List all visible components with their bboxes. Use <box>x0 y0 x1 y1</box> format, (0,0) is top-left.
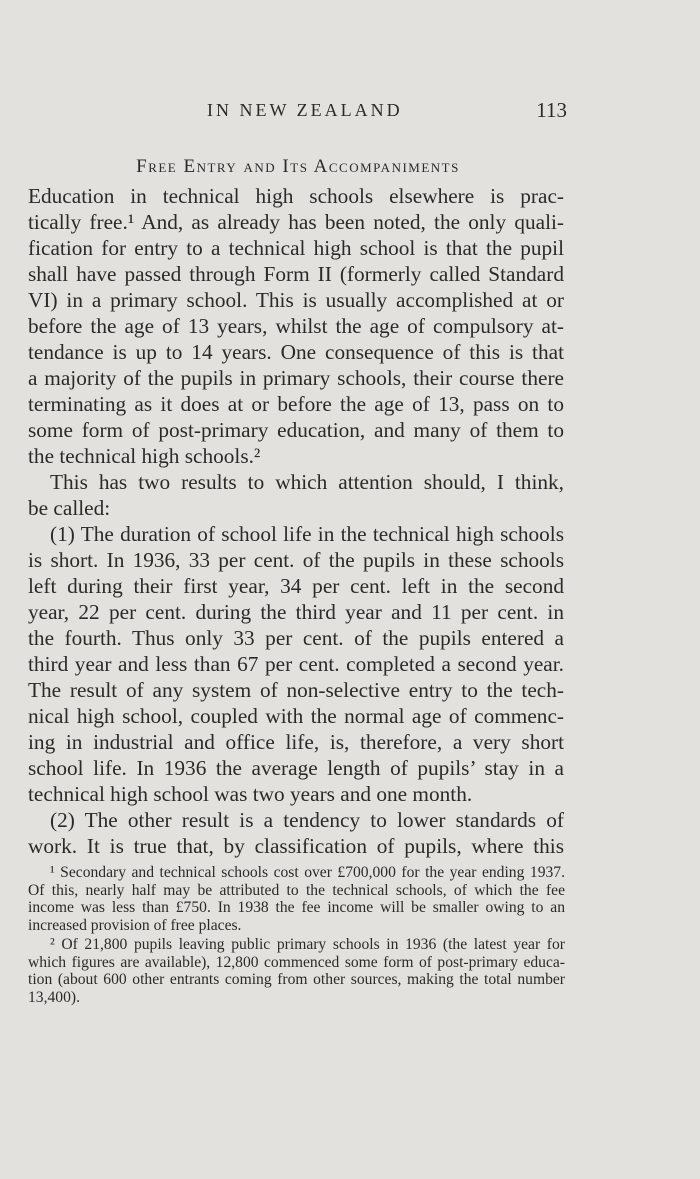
running-head <box>207 96 567 124</box>
body-line: be called: <box>28 496 111 520</box>
body-line: VI) in a primary school. This is usually accomplished at or <box>28 288 564 312</box>
body-line: (1) The duration of school life in the technical high schools <box>50 522 564 546</box>
body-line: a majority of the pupils in primary schools, their course there <box>28 366 564 390</box>
body-line: the technical high schools.² <box>28 444 261 468</box>
body-line: terminating as it does at or before the age of 13, pass on to <box>28 392 564 416</box>
body-line: school life. In 1936 the average length of pupils’ stay in a <box>28 756 564 780</box>
body-line: year, 22 per cent. during the third year and 11 per cent. in <box>28 600 564 624</box>
footnote-1 <box>28 864 565 934</box>
body-line: ing in industrial and office life, is, therefore, a very short <box>28 730 564 754</box>
body-line: fication for entry to a technical high school is that the pupil <box>28 236 564 260</box>
body-line: left during their first year, 34 per cent. left in the second <box>28 574 564 598</box>
footnote-line: 13,400). <box>28 988 80 1006</box>
body-line: shall have passed through Form II (formerly called Standard <box>28 262 564 286</box>
footnotes <box>28 864 565 1006</box>
footnote-line: ² Of 21,800 pupils leaving public primary schools in 1936 (the latest year for <box>50 936 565 953</box>
section-title: Free Entry and Its Accompaniments <box>136 156 460 177</box>
footnote-line: tion (about 600 other entrants coming from other sources, making the total number <box>28 971 565 988</box>
body-line: is short. In 1936, 33 per cent. of the pupils in these schools <box>28 548 564 572</box>
body-line: some form of post-primary education, and many of them to <box>28 418 564 442</box>
body-line: nical high school, coupled with the normal age of commenc- <box>28 704 564 728</box>
body-line: third year and less than 67 per cent. completed a second year. <box>28 652 564 676</box>
footnote-line: income was less than £750. In 1938 the fee income will be smaller owing to an <box>28 899 565 916</box>
body-line: tendance is up to 14 years. One consequence of this is that <box>28 340 564 364</box>
body-line: work. It is true that, by classification of pupils, where this <box>28 834 564 858</box>
body-line: technical high school was two years and one month. <box>28 782 473 806</box>
footnote-2 <box>28 936 565 1006</box>
footnote-line: which figures are available), 12,800 commenced some form of post-primary educa- <box>28 953 565 971</box>
body-line: tically free.¹ And, as already has been noted, the only quali- <box>28 210 564 234</box>
running-title: IN NEW ZEALAND <box>207 100 403 120</box>
page-number: 113 <box>536 98 567 122</box>
footnote-line: ¹ Secondary and technical schools cost over £700,000 for the year ending 1937. <box>50 864 565 881</box>
body-line: before the age of 13 years, whilst the age of compulsory at- <box>28 314 564 338</box>
body-text <box>28 183 564 859</box>
body-line: The result of any system of non-selective entry to the tech- <box>28 678 564 702</box>
body-line: (2) The other result is a tendency to lower standards of <box>50 808 564 832</box>
footnote-line: Of this, nearly half may be attributed to the technical schools, of which the fee <box>28 881 565 899</box>
body-line: This has two results to which attention should, I think, <box>50 470 564 494</box>
body-line: Education in technical high schools elsewhere is prac- <box>28 184 564 208</box>
body-line: the fourth. Thus only 33 per cent. of the pupils entered a <box>28 626 564 650</box>
footnote-line: increased provision of free places. <box>28 916 242 934</box>
